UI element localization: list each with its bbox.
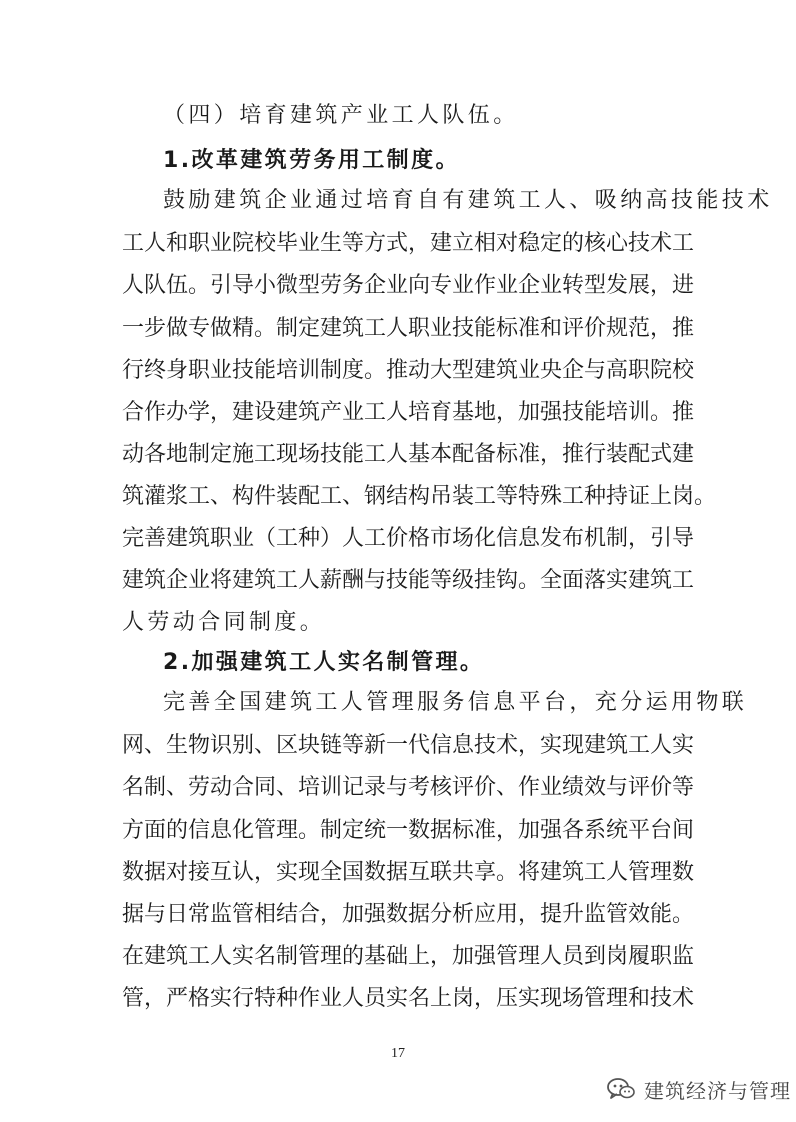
page-number: 17 xyxy=(391,1046,405,1061)
paragraph-2-line: 据与日常监管相结合，加强数据分析应用，提升监管效能。 xyxy=(122,902,695,927)
watermark xyxy=(606,1074,791,1104)
wechat-icon xyxy=(606,1076,636,1102)
paragraph-1-line: 人队伍。引导小微型劳务企业向专业作业企业转型发展，进 xyxy=(122,273,695,298)
paragraph-1-line: 行终身职业技能培训制度。推动大型建筑业央企与高职院校 xyxy=(122,358,695,383)
paragraph-1-line: 工人和职业院校毕业生等方式，建立相对稳定的核心技术工 xyxy=(122,231,695,256)
paragraph-2-line: 管，严格实行特种作业人员实名上岗，压实现场管理和技术 xyxy=(122,986,695,1011)
paragraph-1-line: 人劳动合同制度。 xyxy=(122,610,326,635)
paragraph-2-line: 数据对接互认，实现全国数据互联共享。将建筑工人管理数 xyxy=(122,860,695,885)
paragraph-2-line: 名制、劳动合同、培训记录与考核评价、作业绩效与评价等 xyxy=(122,775,695,800)
subsection-2-title: 2.加强建筑工人实名制管理。 xyxy=(163,650,485,675)
paragraph-2-line: 完善全国建筑工人管理服务信息平台，充分运用物联 xyxy=(163,690,748,715)
paragraph-1-line: 一步做专做精。制定建筑工人职业技能标准和评价规范，推 xyxy=(122,316,695,341)
paragraph-1-line: 筑灌浆工、构件装配工、钢结构吊装工等特殊工种持证上岗。 xyxy=(122,484,717,509)
paragraph-1-line: 建筑企业将建筑工人薪酬与技能等级挂钩。全面落实建筑工 xyxy=(122,568,695,593)
paragraph-1-line: 完善建筑职业（工种）人工价格市场化信息发布机制，引导 xyxy=(122,526,695,551)
subsection-1-title: 1.改革建筑劳务用工制度。 xyxy=(163,148,460,173)
section-title: （四）培育建筑产业工人队伍。 xyxy=(163,103,519,128)
paragraph-1-line: 鼓励建筑企业通过培育自有建筑工人、吸纳高技能技术 xyxy=(163,188,773,213)
paragraph-2-line: 网、生物识别、区块链等新一代信息技术，实现建筑工人实 xyxy=(122,733,695,758)
paragraph-1-line: 合作办学，建设建筑产业工人培育基地，加强技能培训。推 xyxy=(122,400,695,425)
paragraph-2-line: 在建筑工人实名制管理的基础上，加强管理人员到岗履职监 xyxy=(122,944,695,969)
paragraph-2-line: 方面的信息化管理。制定统一数据标准，加强各系统平台间 xyxy=(122,818,695,843)
watermark-text: 建筑经济与管理 xyxy=(644,1078,791,1103)
paragraph-1-line: 动各地制定施工现场技能工人基本配备标准，推行装配式建 xyxy=(122,442,695,467)
